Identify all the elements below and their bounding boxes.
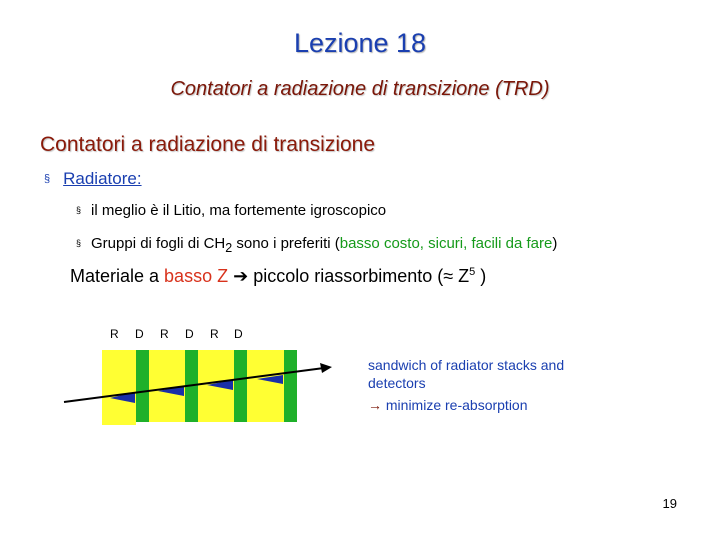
- label-d-1: D: [135, 327, 144, 341]
- material-suffix: ): [475, 266, 487, 286]
- bullet-marker: §: [44, 173, 51, 185]
- slide-title: Lezione 18: [293, 28, 427, 58]
- label-d-2: D: [185, 327, 194, 341]
- label-d-3: D: [234, 327, 243, 341]
- radiator-stack-4: [247, 350, 284, 422]
- bullet-fogli: [76, 235, 557, 255]
- label-r-2: R: [160, 327, 169, 341]
- label-r-3: R: [210, 327, 219, 341]
- bullet-fogli-green: basso costo, sicuri, facili da fare: [339, 235, 553, 252]
- detector-layer-3: [234, 350, 247, 422]
- bullet-radiatore-text: Radiatore:: [63, 169, 142, 188]
- right-arrow-icon: ➔: [233, 266, 249, 286]
- caption-line-2: minimize re-absorption: [385, 397, 528, 413]
- bullet-fogli-middle: sono i preferiti (: [232, 235, 340, 252]
- diagram-caption: [368, 356, 608, 414]
- radiator-stack-1: [102, 350, 136, 425]
- bullet-litio-text: il meglio è il Litio, ma fortemente igroscopico: [91, 202, 387, 219]
- superscript-5: 5: [469, 266, 476, 278]
- material-red: basso Z: [164, 266, 229, 286]
- material-line: [70, 266, 486, 287]
- caption-line-1: sandwich of radiator stacks and detectors: [368, 357, 565, 391]
- section-heading: Contatori a radiazione di transizione: [40, 133, 376, 156]
- material-middle: piccolo riassorbimento (≈ Z: [248, 266, 470, 286]
- bullet-marker: §: [76, 238, 82, 248]
- detector-layer-4: [284, 350, 297, 422]
- bullet-radiatore: [44, 169, 142, 189]
- detector-layer-1: [136, 350, 149, 422]
- material-prefix: Materiale a: [70, 266, 165, 286]
- bullet-fogli-prefix: Gruppi di fogli di CH: [91, 235, 226, 252]
- bullet-litio: [76, 202, 386, 219]
- trd-sandwich-diagram: [60, 340, 370, 440]
- page-number: 19: [662, 496, 677, 511]
- bullet-marker: §: [76, 205, 82, 215]
- arrow-head-icon: [320, 363, 332, 373]
- subscript-2: 2: [225, 241, 233, 255]
- right-arrow-icon: →: [368, 397, 382, 413]
- bullet-fogli-suffix: ): [552, 235, 558, 252]
- label-r-1: R: [110, 327, 119, 341]
- slide-subtitle: Contatori a radiazione di transizione (TRD): [170, 78, 550, 100]
